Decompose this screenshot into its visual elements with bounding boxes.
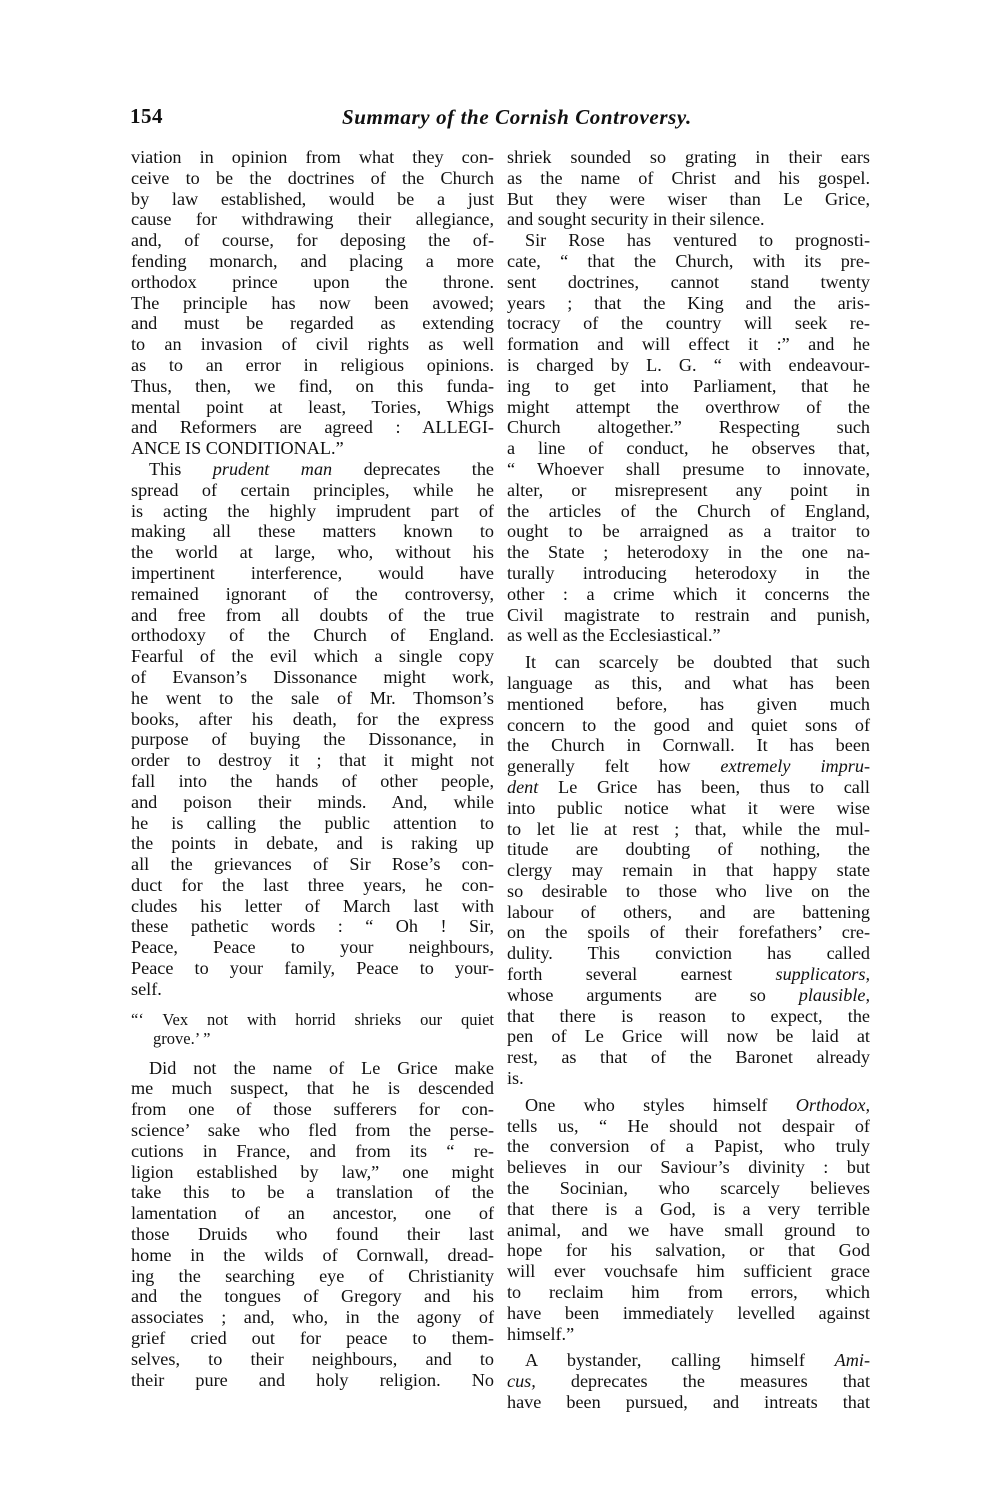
text-line xyxy=(507,964,870,985)
text-line: language as this, and what has been xyxy=(507,672,870,693)
text-line: associates ; and, who, in the agony of xyxy=(131,1307,494,1328)
italic-phrase: cus, xyxy=(507,1371,536,1392)
text-line: is. xyxy=(507,1068,524,1089)
italic-phrase: supplicators, xyxy=(775,964,870,985)
text-line: Peace to your family, Peace to your- xyxy=(131,958,494,979)
text-line: home in the wilds of Cornwall, dread- xyxy=(131,1244,494,1265)
running-title: Summary of the Cornish Controversy. xyxy=(342,105,692,129)
text-line: labour of others, and are battening xyxy=(507,901,870,922)
text-line: ought to be arraigned as a traitor to xyxy=(507,521,870,542)
text-line xyxy=(507,1095,870,1116)
text-line: pen of Le Grice will now be laid at xyxy=(507,1026,870,1047)
text-line: viation in opinion from what they con- xyxy=(131,147,494,167)
text-line: lamentation of an ancestor, one of xyxy=(131,1203,494,1224)
text-line: Fearful of the evil which a single copy xyxy=(131,646,494,667)
text-fragment: generally felt how xyxy=(507,756,721,777)
text-line: other : a crime which it concerns the xyxy=(507,583,870,604)
text-line: the articles of the Church of England, xyxy=(507,500,870,521)
text-line: so desirable to those who live on the xyxy=(507,880,870,901)
text-line: take this to be a translation of the xyxy=(131,1182,494,1203)
text-fragment: This xyxy=(149,458,213,479)
text-line: ligion established by law,” one might xyxy=(131,1161,494,1182)
verse-line: “‘ Vex not with horrid shrieks our quiet xyxy=(131,1009,494,1029)
text-line: these pathetic words : “ Oh ! Sir, xyxy=(131,916,494,937)
text-line: self. xyxy=(131,978,162,999)
text-line: from one of those sufferers for con- xyxy=(131,1099,494,1120)
running-head xyxy=(130,104,875,134)
text-line: Thus, then, we find, on this funda- xyxy=(131,375,494,396)
text-line: Peace, Peace to your neighbours, xyxy=(131,937,494,958)
text-line xyxy=(507,777,870,798)
text-line: and poison their minds. And, while xyxy=(131,791,494,812)
text-line xyxy=(507,985,870,1006)
text-line: shriek sounded so grating in their ears xyxy=(507,147,870,167)
italic-phrase: plausible, xyxy=(798,984,870,1005)
text-line: fending monarch, and placing a more xyxy=(131,250,494,271)
text-line: and sought security in their silence. xyxy=(507,209,765,230)
text-line: Civil magistrate to restrain and punish, xyxy=(507,604,870,625)
italic-phrase: dent xyxy=(507,776,539,797)
text-line: by law established, would be a just xyxy=(131,188,494,209)
text-line: he went to the sale of Mr. Thomson’s xyxy=(131,687,494,708)
paragraph-allegiance-continued xyxy=(131,147,494,459)
text-line: cause for withdrawing their allegiance, xyxy=(131,209,494,230)
text-line: on the spoils of their forefathers’ cre- xyxy=(507,922,870,943)
text-line: himself.” xyxy=(507,1323,575,1344)
text-line: tocracy of the country will seek re- xyxy=(507,313,870,334)
text-line: orthodox prince upon the throne. xyxy=(131,271,494,292)
text-line: clergy may remain in that happy state xyxy=(507,860,870,881)
text-line: ing to get into Parliament, that he xyxy=(507,375,870,396)
text-line: he is calling the public attention to xyxy=(131,812,494,833)
text-line: that there is reason to expect, the xyxy=(507,1005,870,1026)
text-line: tells us, “ He should not despair of xyxy=(507,1115,870,1136)
text-line: remained ignorant of the controversy, xyxy=(131,583,494,604)
text-line: and the tongues of Gregory and his xyxy=(131,1286,494,1307)
text-line: will ever vouchsafe him sufficient grace xyxy=(507,1261,870,1282)
paragraph-scarcely-doubted xyxy=(507,652,870,1089)
text-line: and, of course, for deposing the of- xyxy=(131,230,494,251)
text-line: to reclaim him from errors, which xyxy=(507,1282,870,1303)
text-line: those Druids who found their last xyxy=(131,1224,494,1245)
text-line: as well as the Ecclesiastical.” xyxy=(507,625,721,646)
text-line: duct for the last three years, he con- xyxy=(131,874,494,895)
text-fragment: A bystander, calling himself xyxy=(525,1350,835,1371)
paragraph-shriek-continued xyxy=(507,147,870,230)
text-line: as the name of Christ and his gospel. xyxy=(507,167,870,188)
text-line: titude are doubting of nothing, the xyxy=(507,839,870,860)
text-line: science’ sake who fled from the perse- xyxy=(131,1120,494,1141)
text-line: that there is a God, is a very terrible xyxy=(507,1198,870,1219)
text-line: the points in debate, and is raking up xyxy=(131,833,494,854)
text-line: But they were wiser than Le Grice, xyxy=(507,188,870,209)
verse-line: grove.’ ” xyxy=(153,1028,211,1048)
text-fragment: One who styles himself xyxy=(525,1094,796,1115)
text-line: the Church in Cornwall. It has been xyxy=(507,735,870,756)
text-line: Did not the name of Le Grice make xyxy=(149,1057,494,1078)
paragraph-amicus xyxy=(507,1350,870,1412)
paragraph-le-grice-descent xyxy=(131,1058,494,1391)
page-number: 154 xyxy=(130,104,163,128)
text-line: alter, or misrepresent any point in xyxy=(507,479,870,500)
text-line: the conversion of a Papist, who truly xyxy=(507,1136,870,1157)
text-line: formation and will effect it :” and he xyxy=(507,334,870,355)
text-line: order to destroy it ; that it might not xyxy=(131,750,494,771)
text-line: purpose of buying the Dissonance, in xyxy=(131,729,494,750)
text-line: me much suspect, that he is descended xyxy=(131,1078,494,1099)
text-line xyxy=(507,1371,870,1392)
text-line: concern to the good and quiet sons of xyxy=(507,714,870,735)
text-line: years ; that the King and the aris- xyxy=(507,292,870,313)
text-line: hope for his salvation, or that God xyxy=(507,1240,870,1261)
text-line: mentioned before, has given much xyxy=(507,693,870,714)
text-line: ceive to be the doctrines of the Church xyxy=(131,167,494,188)
left-column xyxy=(131,147,494,1390)
text-line: is charged by L. G. “ with endeavour- xyxy=(507,354,870,375)
text-line: cate, “ that the Church, with its pre- xyxy=(507,250,870,271)
text-line: have been immediately levelled against xyxy=(507,1302,870,1323)
text-line: is acting the highly imprudent part of xyxy=(131,500,494,521)
text-line: believes in our Saviour’s divinity : but xyxy=(507,1157,870,1178)
paragraph-prudent-man xyxy=(131,459,494,1000)
text-line xyxy=(507,756,870,777)
text-line: “ Whoever shall presume to innovate, xyxy=(507,458,870,479)
text-line: Church altogether.” Respecting such xyxy=(507,417,870,438)
text-fragment: deprecates the xyxy=(332,458,494,479)
text-line: a line of conduct, he observes that, xyxy=(507,438,870,459)
text-line: and must be regarded as extending xyxy=(131,313,494,334)
text-line: orthodoxy of the Church of England. xyxy=(131,625,494,646)
text-line: Sir Rose has ventured to prognosti- xyxy=(525,230,870,251)
text-line: ing the searching eye of Christianity xyxy=(131,1265,494,1286)
text-line: cludes his letter of March last with xyxy=(131,895,494,916)
text-line: ANCE IS CONDITIONAL.” xyxy=(131,438,344,459)
text-line: dulity. This conviction has called xyxy=(507,943,870,964)
spacer xyxy=(131,1048,494,1058)
paragraph-orthodox xyxy=(507,1095,870,1345)
text-line: the world at large, who, without his xyxy=(131,542,494,563)
text-line: animal, and we have small ground to xyxy=(507,1219,870,1240)
text-line: turally introducing heterodoxy in the xyxy=(507,562,870,583)
text-line: books, after his death, for the express xyxy=(131,708,494,729)
text-line xyxy=(131,459,494,480)
text-line: making all these matters known to xyxy=(131,521,494,542)
text-line: selves, to their neighbours, and to xyxy=(131,1348,494,1369)
text-line: might attempt the overthrow of the xyxy=(507,396,870,417)
text-line: into public notice what it were wise xyxy=(507,797,870,818)
right-column xyxy=(507,147,870,1413)
spacer xyxy=(131,1000,494,1010)
text-line: cutions in France, and from its “ re- xyxy=(131,1140,494,1161)
text-line: as to an error in religious opinions. xyxy=(131,354,494,375)
text-line: to an invasion of civil rights as well xyxy=(131,334,494,355)
verse-quotation xyxy=(131,1010,494,1048)
text-line: to let lie at rest ; that, while the mul- xyxy=(507,818,870,839)
text-line: all the grievances of Sir Rose’s con- xyxy=(131,854,494,875)
text-line: sent doctrines, cannot stand twenty xyxy=(507,271,870,292)
text-line: grief cried out for peace to them- xyxy=(131,1328,494,1349)
text-line: the Socinian, who scarcely believes xyxy=(507,1178,870,1199)
text-line: have been pursued, and intreats that xyxy=(507,1392,870,1413)
italic-phrase: Ami- xyxy=(834,1350,870,1371)
italic-phrase: prudent man xyxy=(212,458,333,479)
text-line: their pure and holy religion. No xyxy=(131,1369,494,1390)
text-fragment: Le Grice has been, thus to call xyxy=(538,776,870,797)
text-line: impertinent interference, would have xyxy=(131,562,494,583)
text-line: rest, as that of the Baronet already xyxy=(507,1047,870,1068)
text-fragment: whose arguments are so xyxy=(507,984,799,1005)
text-line xyxy=(507,1350,870,1371)
text-line: spread of certain principles, while he xyxy=(131,479,494,500)
text-line: the State ; heterodoxy in the one na- xyxy=(507,542,870,563)
text-line: It can scarcely be doubted that such xyxy=(525,652,870,673)
text-line: fall into the hands of other people, xyxy=(131,770,494,791)
text-line: The principle has now been avowed; xyxy=(131,292,494,313)
text-fragment: forth several earnest xyxy=(507,964,776,985)
text-line: mental point at least, Tories, Whigs xyxy=(131,396,494,417)
text-fragment: deprecates the measures that xyxy=(535,1371,870,1392)
italic-phrase: Orthodox, xyxy=(795,1094,870,1115)
text-line: and free from all doubts of the true xyxy=(131,604,494,625)
paragraph-sir-rose-prognosticate xyxy=(507,230,870,646)
italic-phrase: extremely impru- xyxy=(720,756,871,777)
text-line: and Reformers are agreed : ALLEGI- xyxy=(131,417,494,438)
text-line: of Evanson’s Dissonance might work, xyxy=(131,666,494,687)
